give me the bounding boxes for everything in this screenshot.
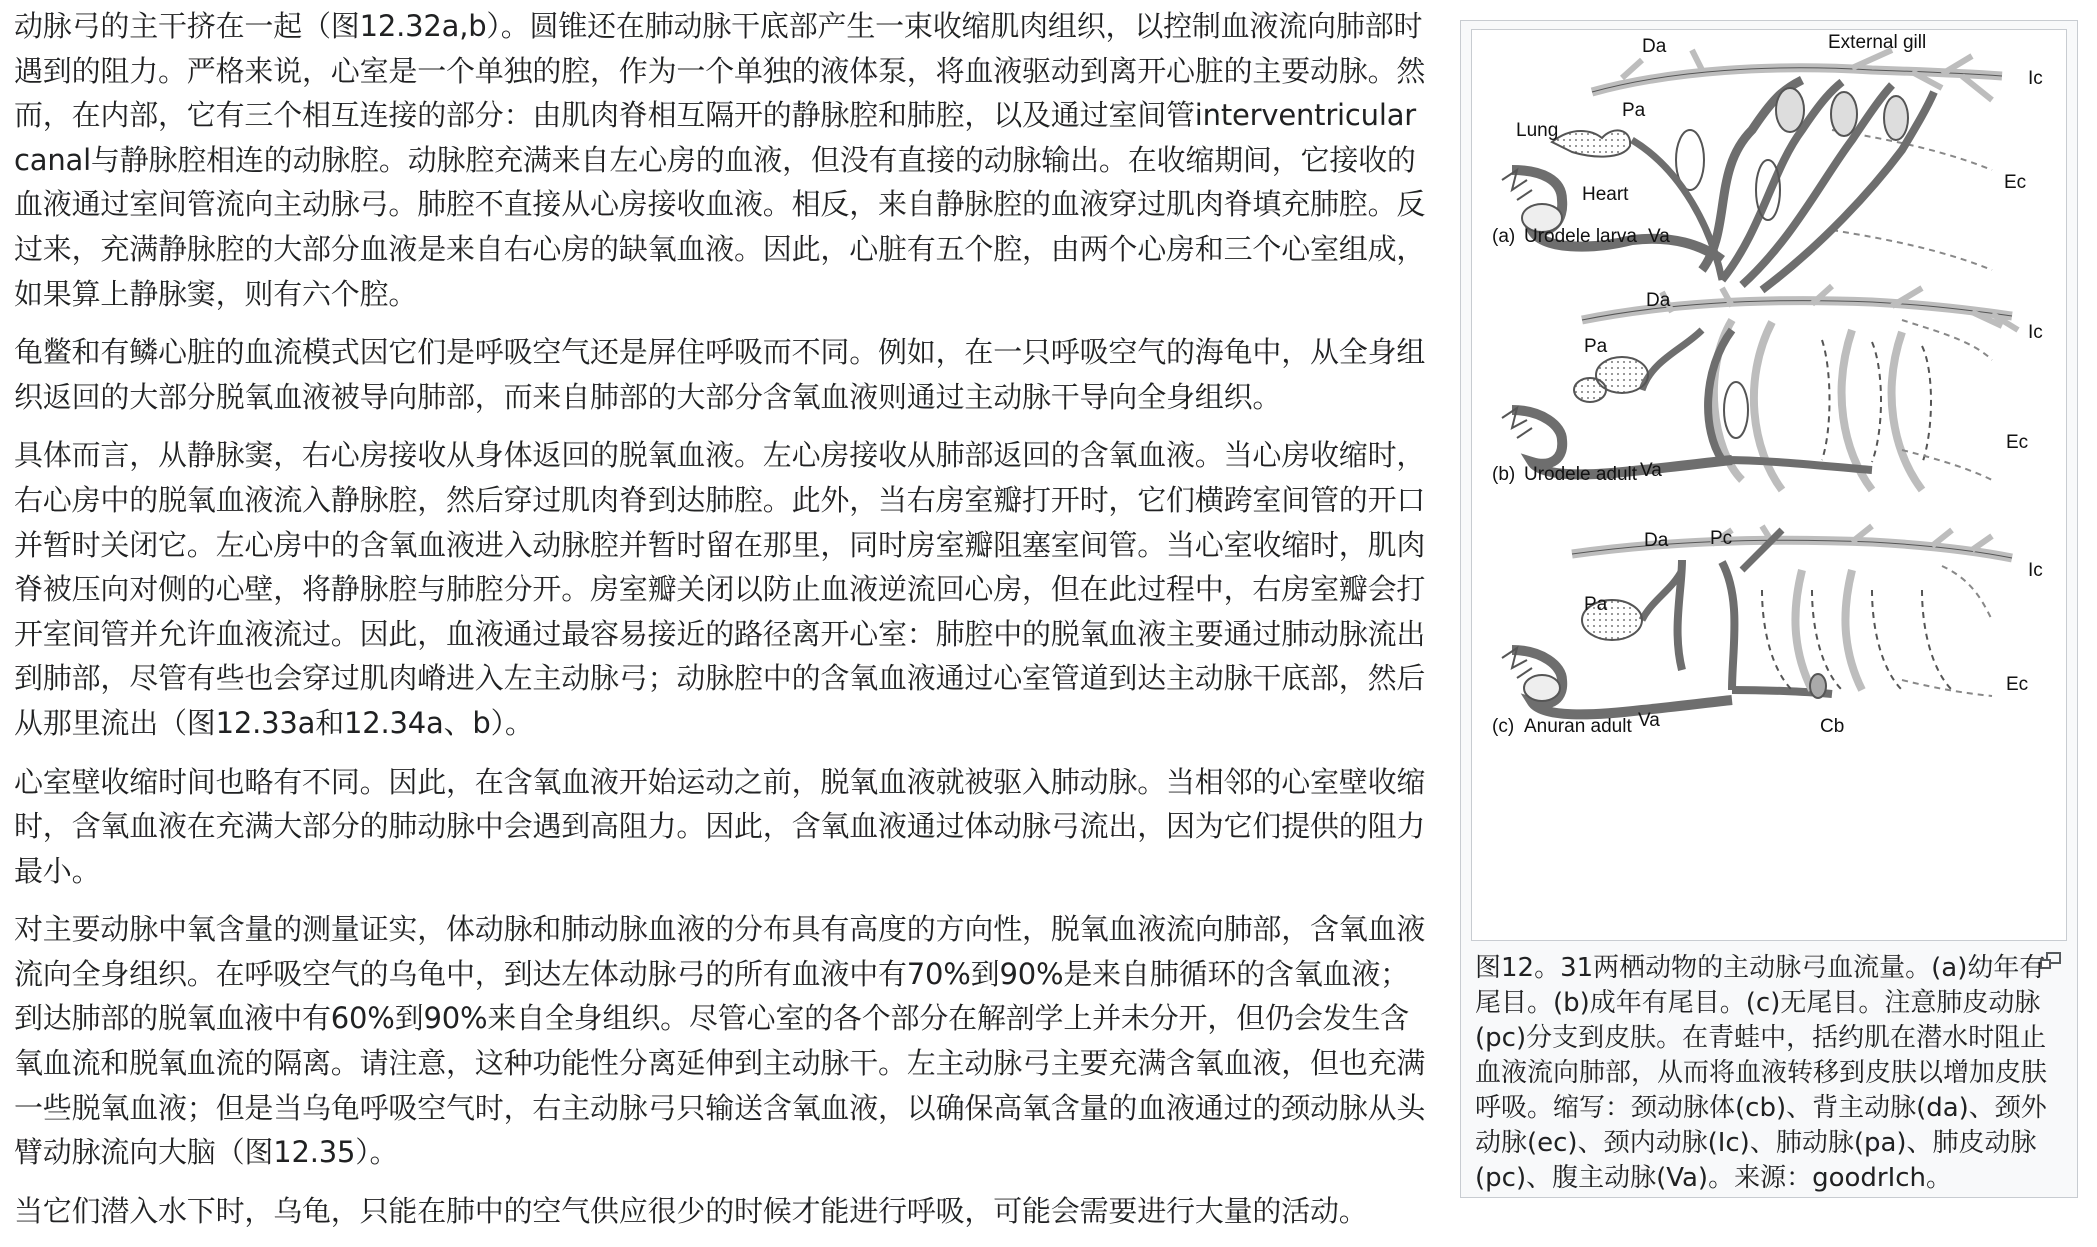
paragraph: 对主要动脉中氧含量的测量证实，体动脉和肺动脉血液的分布具有高度的方向性，脱氧血液流向肺部，含氧血液流向全身组织。在呼吸空气的乌龟中，到达左体动脉弓的所有血液中有70%到90%是来自肺循环的含氧血液；到达肺部的脱氧血液中有60%到90%来自全身组织。尽管心室的各个部分在解剖学上并未分开，但仍会发生含氧血流和脱氧血流的隔离。请注意，这种功能性分离延伸到主动脉干。左主动脉弓主要充满含氧血液，但也充满一些脱氧血液；但是当乌龟呼吸空气时，右主动脉弓只输送含氧血液，以确保高氧含量的血液通过的颈动脉从头臂动脉流向大脑（图12.35）。 (14, 912, 1426, 1170)
svg-text:Pa: Pa (1584, 594, 1608, 615)
figure-box (1460, 20, 2078, 1198)
panel-a (1492, 32, 2043, 290)
svg-text:Urodele larva: Urodele larva (1524, 226, 1637, 247)
svg-text:Ec: Ec (2006, 674, 2029, 695)
aortic-arch-diagram (1472, 30, 2066, 940)
svg-text:Urodele adult: Urodele adult (1524, 464, 1638, 485)
svg-text:Pa: Pa (1584, 336, 1608, 357)
svg-text:(c): (c) (1492, 716, 1515, 737)
svg-text:(b): (b) (1492, 464, 1516, 485)
svg-text:Cb: Cb (1820, 716, 1845, 737)
svg-text:Ec: Ec (2006, 432, 2029, 453)
svg-text:Da: Da (1646, 290, 1671, 311)
svg-text:(a): (a) (1492, 226, 1516, 247)
svg-text:Va: Va (1638, 710, 1660, 731)
article-body (14, 4, 1432, 1247)
svg-text:Ic: Ic (2028, 68, 2043, 89)
panel-c (1492, 526, 2043, 737)
svg-text:External gill: External gill (1828, 32, 1927, 53)
figure-caption: 图12。31两栖动物的主动脉弓血流量。(a)幼年有尾目。(b)成年有尾目。(c)无尾目。注意肺皮动脉(pc)分支到皮肤。在青蛙中，括约肌在潜水时阻止血液流向肺部，从而将血液转移到皮肤以增加皮肤呼吸。缩写：颈动脉体(cb)、背主动脉(da)、颈外动脉(ec)、颈内动脉(Ic)、肺动脉(pa)、肺皮动脉(pc)、腹主动脉(Va)。来源：goodrIch。 (1475, 953, 2048, 1193)
svg-text:Da: Da (1644, 530, 1669, 551)
svg-text:Ic: Ic (2028, 560, 2043, 581)
svg-text:Pc: Pc (1710, 528, 1733, 549)
svg-text:Anuran adult: Anuran adult (1524, 716, 1632, 737)
figure-image[interactable] (1471, 29, 2067, 941)
paragraph: 心室壁收缩时间也略有不同。因此，在含氧血液开始运动之前，脱氧血液就被驱入肺动脉。当相邻的心室壁收缩时，含氧血液在充满大部分的肺动脉中会遇到高阻力。因此，含氧血液通过体动脉弓流出，因为它们提供的阻力最小。 (14, 764, 1426, 888)
paragraph: 动脉弓的主干挤在一起（图12.32a,b）。圆锥还在肺动脉干底部产生一束收缩肌肉组织，以控制血液流向肺部时遇到的阻力。严格来说，心室是一个单独的腔，作为一个单独的液体泵，将血液驱动到离开心脏的主要动脉。然而，在内部，它有三个相互连接的部分：由肌肉脊相互隔开的静脉腔和肺腔，以及通过室间管interventricular canal与静脉腔相连的动脉腔。动脉腔充满来自左心房的血液，但没有直接的动脉输出。在收缩期间，它接收的血液通过室间管流向主动脉弓。肺腔不直接从心房接收血液。相反，来自静脉腔的血液穿过肌肉脊填充肺腔。反过来，充满静脉腔的大部分血液是来自右心房的缺氧血液。因此，心脏有五个腔，由两个心房和三个心室组成，如果算上静脉窦，则有六个腔。 (14, 9, 1426, 311)
svg-text:Da: Da (1642, 36, 1667, 57)
svg-text:Ec: Ec (2004, 172, 2027, 193)
paragraph: 具体而言，从静脉窦，右心房接收从身体返回的脱氧血液。左心房接收从肺部返回的含氧血液。当心房收缩时，右心房中的脱氧血液流入静脉腔，然后穿过肌肉脊到达肺腔。此外，当右房室瓣打开时，它们横跨室间管的开口并暂时关闭它。左心房中的含氧血液进入动脉腔并暂时留在那里，同时房室瓣阻塞室间管。当心室收缩时，肌肉脊被压向对侧的心壁，将静脉腔与肺腔分开。房室瓣关闭以防止血液逆流回心房，但在此过程中，右房室瓣会打开室间管并允许血液流过。因此，血液通过最容易接近的路径离开心室：肺腔中的脱氧血液主要通过肺动脉流出到肺部，尽管有些也会穿过肌肉嵴进入左主动脉弓；动脉腔中的含氧血液通过心室管道到达主动脉干底部，然后从那里流出（图12.33a和12.34a、b）。 (14, 438, 1426, 740)
svg-text:Lung: Lung (1516, 120, 1559, 141)
panel-b (1492, 286, 2043, 490)
svg-text:Va: Va (1640, 460, 1662, 481)
svg-text:Pa: Pa (1622, 100, 1646, 121)
svg-text:Va: Va (1648, 226, 1670, 247)
svg-text:Heart: Heart (1582, 184, 1629, 205)
paragraph: 当它们潜入水下时，乌龟，只能在肺中的空气供应很少的时候才能进行呼吸，可能会需要进行大量的活动。 (14, 1193, 1368, 1228)
paragraph: 龟鳖和有鳞心脏的血流模式因它们是呼吸空气还是屏住呼吸而不同。例如，在一只呼吸空气的海龟中，从全身组织返回的大部分脱氧血液被导向肺部，而来自肺部的大部分含氧血液则通过主动脉干导向全身组织。 (14, 335, 1426, 414)
svg-text:Ic: Ic (2028, 322, 2043, 343)
